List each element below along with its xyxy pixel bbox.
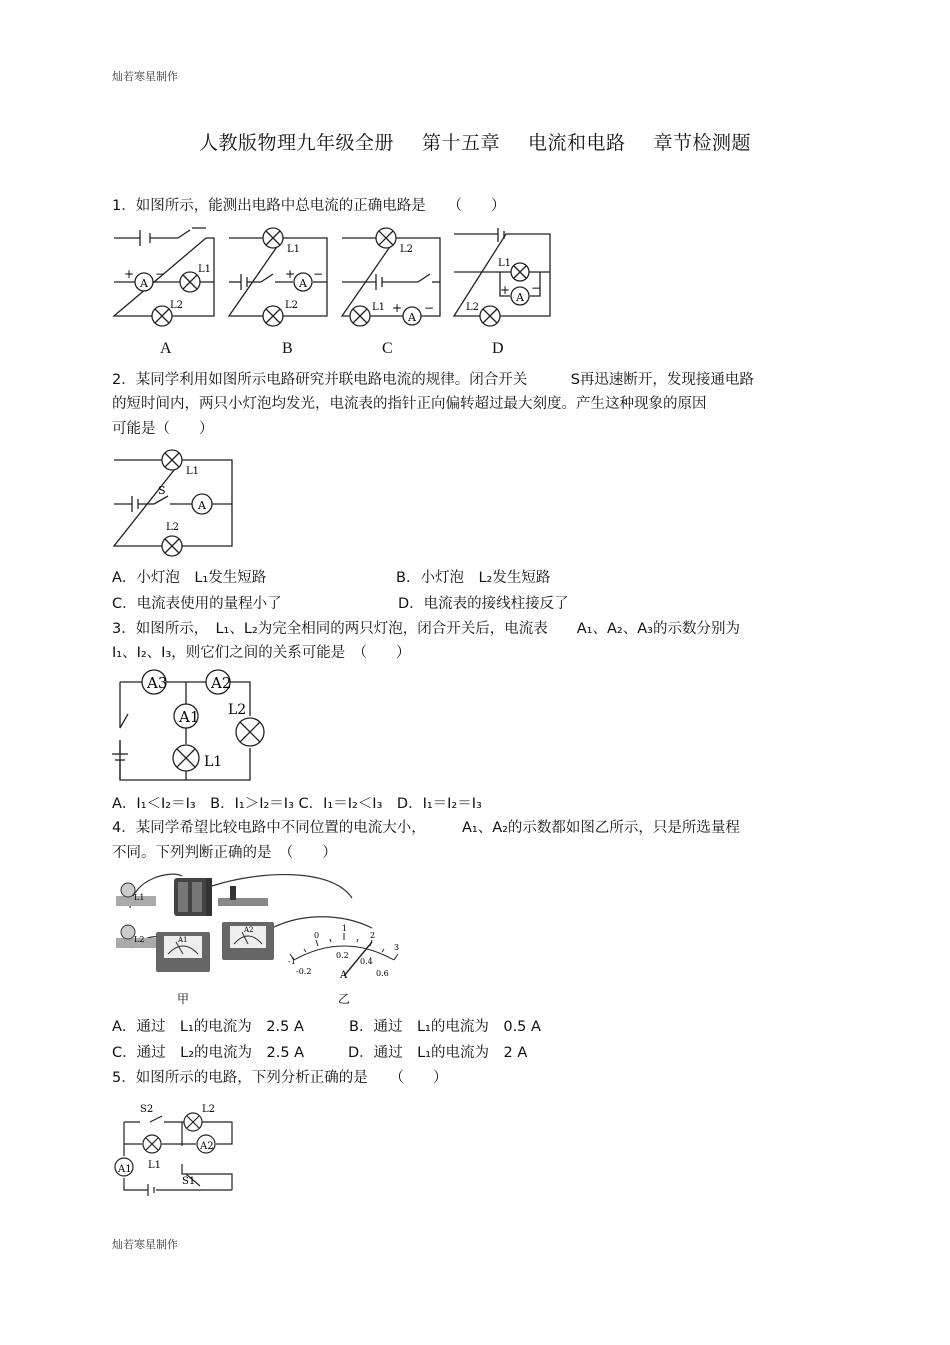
q1-label-a: A (160, 340, 172, 357)
ammeter-a2-label: A2 (211, 674, 232, 692)
page-title (0, 128, 950, 155)
lamp-l1-label: L1 (287, 244, 301, 255)
scale-bottom-02: 0.2 (336, 951, 349, 960)
ammeter-label: A (516, 291, 524, 304)
q2-line-3: 可能是（ ） (112, 421, 214, 437)
q4-option-d: D．通过 L₁的电流为 2 A (348, 1045, 528, 1061)
lamp-l1-label: L1 (198, 264, 212, 275)
minus-sign: − (531, 281, 542, 295)
q3-circuit (112, 668, 268, 786)
ammeter-a1-label: A1 (178, 936, 188, 944)
footer-watermark: 灿若寒星制作 (112, 1238, 178, 1251)
title-book: 人教版物理九年级全册 (198, 132, 394, 154)
lamp-l1-label: L1 (204, 754, 223, 770)
q3-line-2: I₁、I₂、I₃，则它们之间的关系可能是 （ ） (112, 645, 411, 661)
lamp-l2-label: L2 (170, 300, 184, 311)
q2-line-2: 的短时间内，两只小灯泡均发光，电流表的指针正向偏转超过最大刻度。产生这种现象的原因 (112, 396, 707, 412)
q2-option-a: A．小灯泡 L₁发生短路 (112, 570, 267, 586)
q5-circuit (110, 1100, 238, 1196)
ammeter-a2-label: A2 (200, 1141, 214, 1152)
minus-sign: − (155, 267, 166, 281)
scale-unit: A (340, 970, 348, 981)
lamp-l2-label: L2 (134, 935, 145, 944)
question-2-text (112, 368, 842, 441)
ammeter-a3-label: A3 (147, 674, 168, 692)
figure-jia-caption: 甲 (177, 992, 190, 1006)
plus-sign: + (392, 301, 403, 315)
scale-neg-1: -1 (288, 957, 296, 966)
lamp-l2-label: L2 (285, 300, 299, 311)
q3-options: A．I₁＜I₂＝I₃ B．I₁＞I₂＝I₃ C．I₁＝I₂＜I₃ D．I₁＝I₂＝I₃ (112, 796, 482, 812)
q2-option-b: B．小灯泡 L₂发生短路 (396, 570, 551, 586)
question-1-text: 1．如图所示，能测出电路中总电流的正确电路是 （ ） (112, 198, 506, 214)
plus-sign: + (500, 283, 511, 297)
scale-top-0: 0 (314, 931, 320, 940)
q4-figure-yi-ammeter-scale (286, 924, 402, 984)
q1-circuit-d (452, 228, 552, 326)
ammeter-a1-label: A1 (179, 708, 200, 726)
q2-circuit (112, 450, 234, 558)
q2-option-c: C．电流表使用的量程小了 (112, 596, 282, 612)
q4-option-c: C．通过 L₂的电流为 2.5 A (112, 1045, 305, 1061)
title-test: 章节检测题 (653, 132, 752, 154)
ammeter-label: A (198, 499, 206, 512)
q2-option-d: D．电流表的接线柱接反了 (398, 596, 569, 612)
lamp-l2-label: L2 (400, 244, 414, 255)
scale-bottom-04: 0.4 (360, 957, 373, 966)
q1-label-c: C (382, 340, 393, 357)
lamp-l1-label: L1 (134, 893, 145, 902)
q1-circuit-b (227, 228, 329, 326)
lamp-l1-label: L1 (372, 302, 386, 313)
lamp-l2-label: L2 (228, 702, 247, 718)
question-3-text (112, 617, 842, 665)
switch-s1-label: S1 (182, 1176, 196, 1187)
q2-line-1: 2．某同学利用如图所示电路研究并联电路电流的规律。闭合开关 S再迅速断开，发现接通电路 (112, 372, 754, 388)
q4-line-2: 不同。下列判断正确的是 （ ） (112, 845, 337, 861)
question-5-text: 5．如图所示的电路，下列分析正确的是 （ ） (112, 1070, 448, 1086)
switch-s-label: S (158, 484, 166, 497)
title-chapter: 第十五章 (421, 132, 500, 154)
ammeter-label: A (408, 311, 416, 324)
scale-neg-02: -0.2 (296, 967, 312, 976)
lamp-l2-label: L2 (202, 1104, 216, 1115)
scale-top-1: 1 (342, 924, 348, 933)
q1-circuit-a (112, 228, 216, 326)
q1-label-b: B (282, 340, 293, 357)
lamp-l1-label: L1 (498, 258, 512, 269)
header-watermark: 灿若寒星制作 (112, 70, 178, 83)
plus-sign: + (124, 267, 135, 281)
question-4-text (112, 816, 842, 865)
ammeter-a2-label: A2 (244, 926, 254, 934)
plus-sign: + (285, 267, 296, 281)
ammeter-label: A (140, 277, 148, 290)
q4-line-1: 4．某同学希望比较电路中不同位置的电流大小， A₁、A₂的示数都如图乙所示，只是所选量程 (112, 820, 740, 836)
ammeter-a1-label: A1 (118, 1164, 132, 1175)
scale-top-2: 2 (370, 931, 376, 940)
q4-option-b: B．通过 L₁的电流为 0.5 A (349, 1019, 541, 1035)
ammeter-label: A (299, 277, 307, 290)
scale-top-3: 3 (394, 943, 400, 952)
q3-line-1: 3．如图所示， L₁、L₂为完全相同的两只灯泡，闭合开关后，电流表 A₁、A₂、A₃的示数分别为 (112, 621, 740, 637)
minus-sign: − (424, 301, 435, 315)
lamp-l1-label: L1 (186, 466, 200, 477)
lamp-l2-label: L2 (166, 522, 180, 533)
title-topic: 电流和电路 (528, 132, 626, 154)
lamp-l1-label: L1 (148, 1160, 162, 1171)
figure-yi-caption: 乙 (338, 992, 351, 1006)
switch-s2-label: S2 (140, 1104, 154, 1115)
scale-bottom-06: 0.6 (376, 969, 389, 978)
lamp-l2-label: L2 (466, 302, 480, 313)
q1-label-d: D (492, 340, 504, 357)
q1-circuit-c (340, 228, 442, 326)
minus-sign: − (313, 267, 324, 281)
q4-option-a: A．通过 L₁的电流为 2.5 A (112, 1019, 304, 1035)
